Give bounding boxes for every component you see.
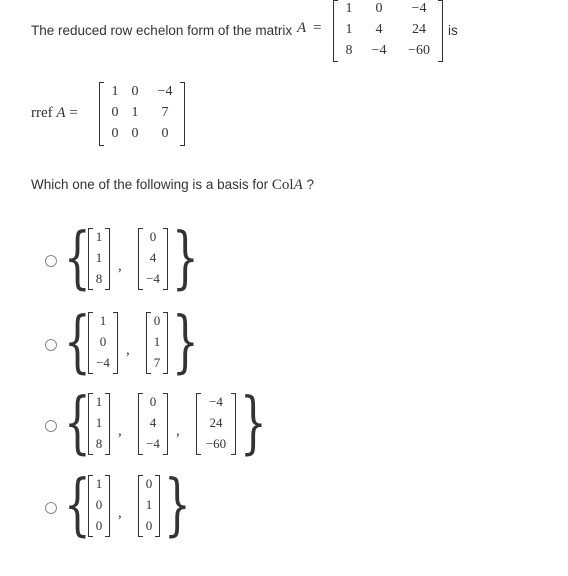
vector-separator: , <box>118 423 122 439</box>
vector-entry: 4 <box>149 250 157 265</box>
radio-button[interactable] <box>45 502 57 514</box>
vector-entry: 1 <box>95 250 103 265</box>
set-left-brace: { <box>64 465 91 544</box>
matrix-entry: 8 <box>345 43 353 58</box>
vector-separator: , <box>126 342 130 358</box>
matrix-entry: −4 <box>157 84 173 99</box>
matrix-entry: 1 <box>345 1 353 16</box>
matrix-entry: 0 <box>161 126 169 141</box>
answer-option[interactable] <box>0 302 568 381</box>
vector-entry: 0 <box>145 518 153 533</box>
vector-entry: 0 <box>153 313 161 328</box>
column-vector <box>88 312 118 376</box>
matrix-entry: 24 <box>412 22 426 37</box>
matrix-entry: 7 <box>161 105 169 120</box>
column-vector <box>88 228 110 292</box>
set-right-brace: } <box>172 302 199 381</box>
matrix-entry: 0 <box>111 126 119 141</box>
is-text: is <box>448 23 458 38</box>
matrix-entry: −60 <box>408 43 430 58</box>
vector-entry: 1 <box>95 229 103 244</box>
column-vector <box>88 393 110 457</box>
column-vector <box>138 475 160 539</box>
answer-option[interactable] <box>0 218 568 297</box>
set-left-brace: { <box>64 383 91 462</box>
vector-entry: 1 <box>145 497 153 512</box>
vector-entry: 24 <box>209 415 223 430</box>
set-right-brace: } <box>240 383 267 462</box>
vector-entry: 1 <box>153 334 161 349</box>
vector-separator: , <box>176 423 180 439</box>
vector-entry: 0 <box>149 229 157 244</box>
vector-entry: −60 <box>205 436 227 451</box>
radio-button[interactable] <box>45 339 57 351</box>
matrix-a <box>333 0 443 62</box>
vector-entry: 7 <box>153 355 161 370</box>
vector-separator: , <box>118 505 122 521</box>
matrix-entry: −4 <box>411 1 427 16</box>
vector-entry: 0 <box>99 334 107 349</box>
matrix-right-bracket <box>180 82 185 146</box>
vector-entry: 1 <box>95 415 103 430</box>
matrix-right-bracket <box>438 0 443 62</box>
question-intro: The reduced row echelon form of the matrix <box>31 23 293 38</box>
vector-separator: , <box>118 258 122 274</box>
radio-button[interactable] <box>45 255 57 267</box>
set-right-brace: } <box>164 465 191 544</box>
answer-option[interactable] <box>0 465 568 544</box>
matrix-entry: 0 <box>375 1 383 16</box>
vector-entry: 1 <box>95 394 103 409</box>
radio-button[interactable] <box>45 420 57 432</box>
matrix-entry: 4 <box>375 22 383 37</box>
vector-entry: 1 <box>95 476 103 491</box>
matrix-entry: 1 <box>131 105 139 120</box>
equals-sign: = <box>313 20 322 36</box>
vector-entry: 0 <box>145 476 153 491</box>
column-vector <box>138 228 168 292</box>
vector-entry: 4 <box>149 415 157 430</box>
column-vector <box>138 393 168 457</box>
vector-entry: −4 <box>209 394 223 409</box>
matrix-entry: 1 <box>111 84 119 99</box>
vector-entry: 8 <box>95 271 103 286</box>
matrix-entry: −4 <box>371 43 387 58</box>
matrix-entry: 1 <box>345 22 353 37</box>
vector-entry: −4 <box>96 355 110 370</box>
matrix-entry: 0 <box>111 105 119 120</box>
column-vector <box>146 312 168 376</box>
column-vector <box>196 393 236 457</box>
rref-matrix <box>99 82 185 146</box>
vector-entry: −4 <box>146 436 160 451</box>
rref-label: rref A = <box>31 105 78 121</box>
set-right-brace: } <box>172 218 199 297</box>
vector-entry: 8 <box>95 436 103 451</box>
answer-option[interactable] <box>0 383 568 462</box>
prompt: Which one of the following is a basis for ColA ? <box>31 177 315 193</box>
vector-entry: 0 <box>95 518 103 533</box>
set-left-brace: { <box>64 218 91 297</box>
column-vector <box>88 475 110 539</box>
vector-entry: −4 <box>146 271 160 286</box>
vector-entry: 1 <box>99 313 107 328</box>
vector-entry: 0 <box>95 497 103 512</box>
vector-entry: 0 <box>149 394 157 409</box>
matrix-entry: 0 <box>131 84 139 99</box>
set-left-brace: { <box>64 302 91 381</box>
matrix-a-symbol: A <box>297 20 307 36</box>
matrix-entry: 0 <box>131 126 139 141</box>
